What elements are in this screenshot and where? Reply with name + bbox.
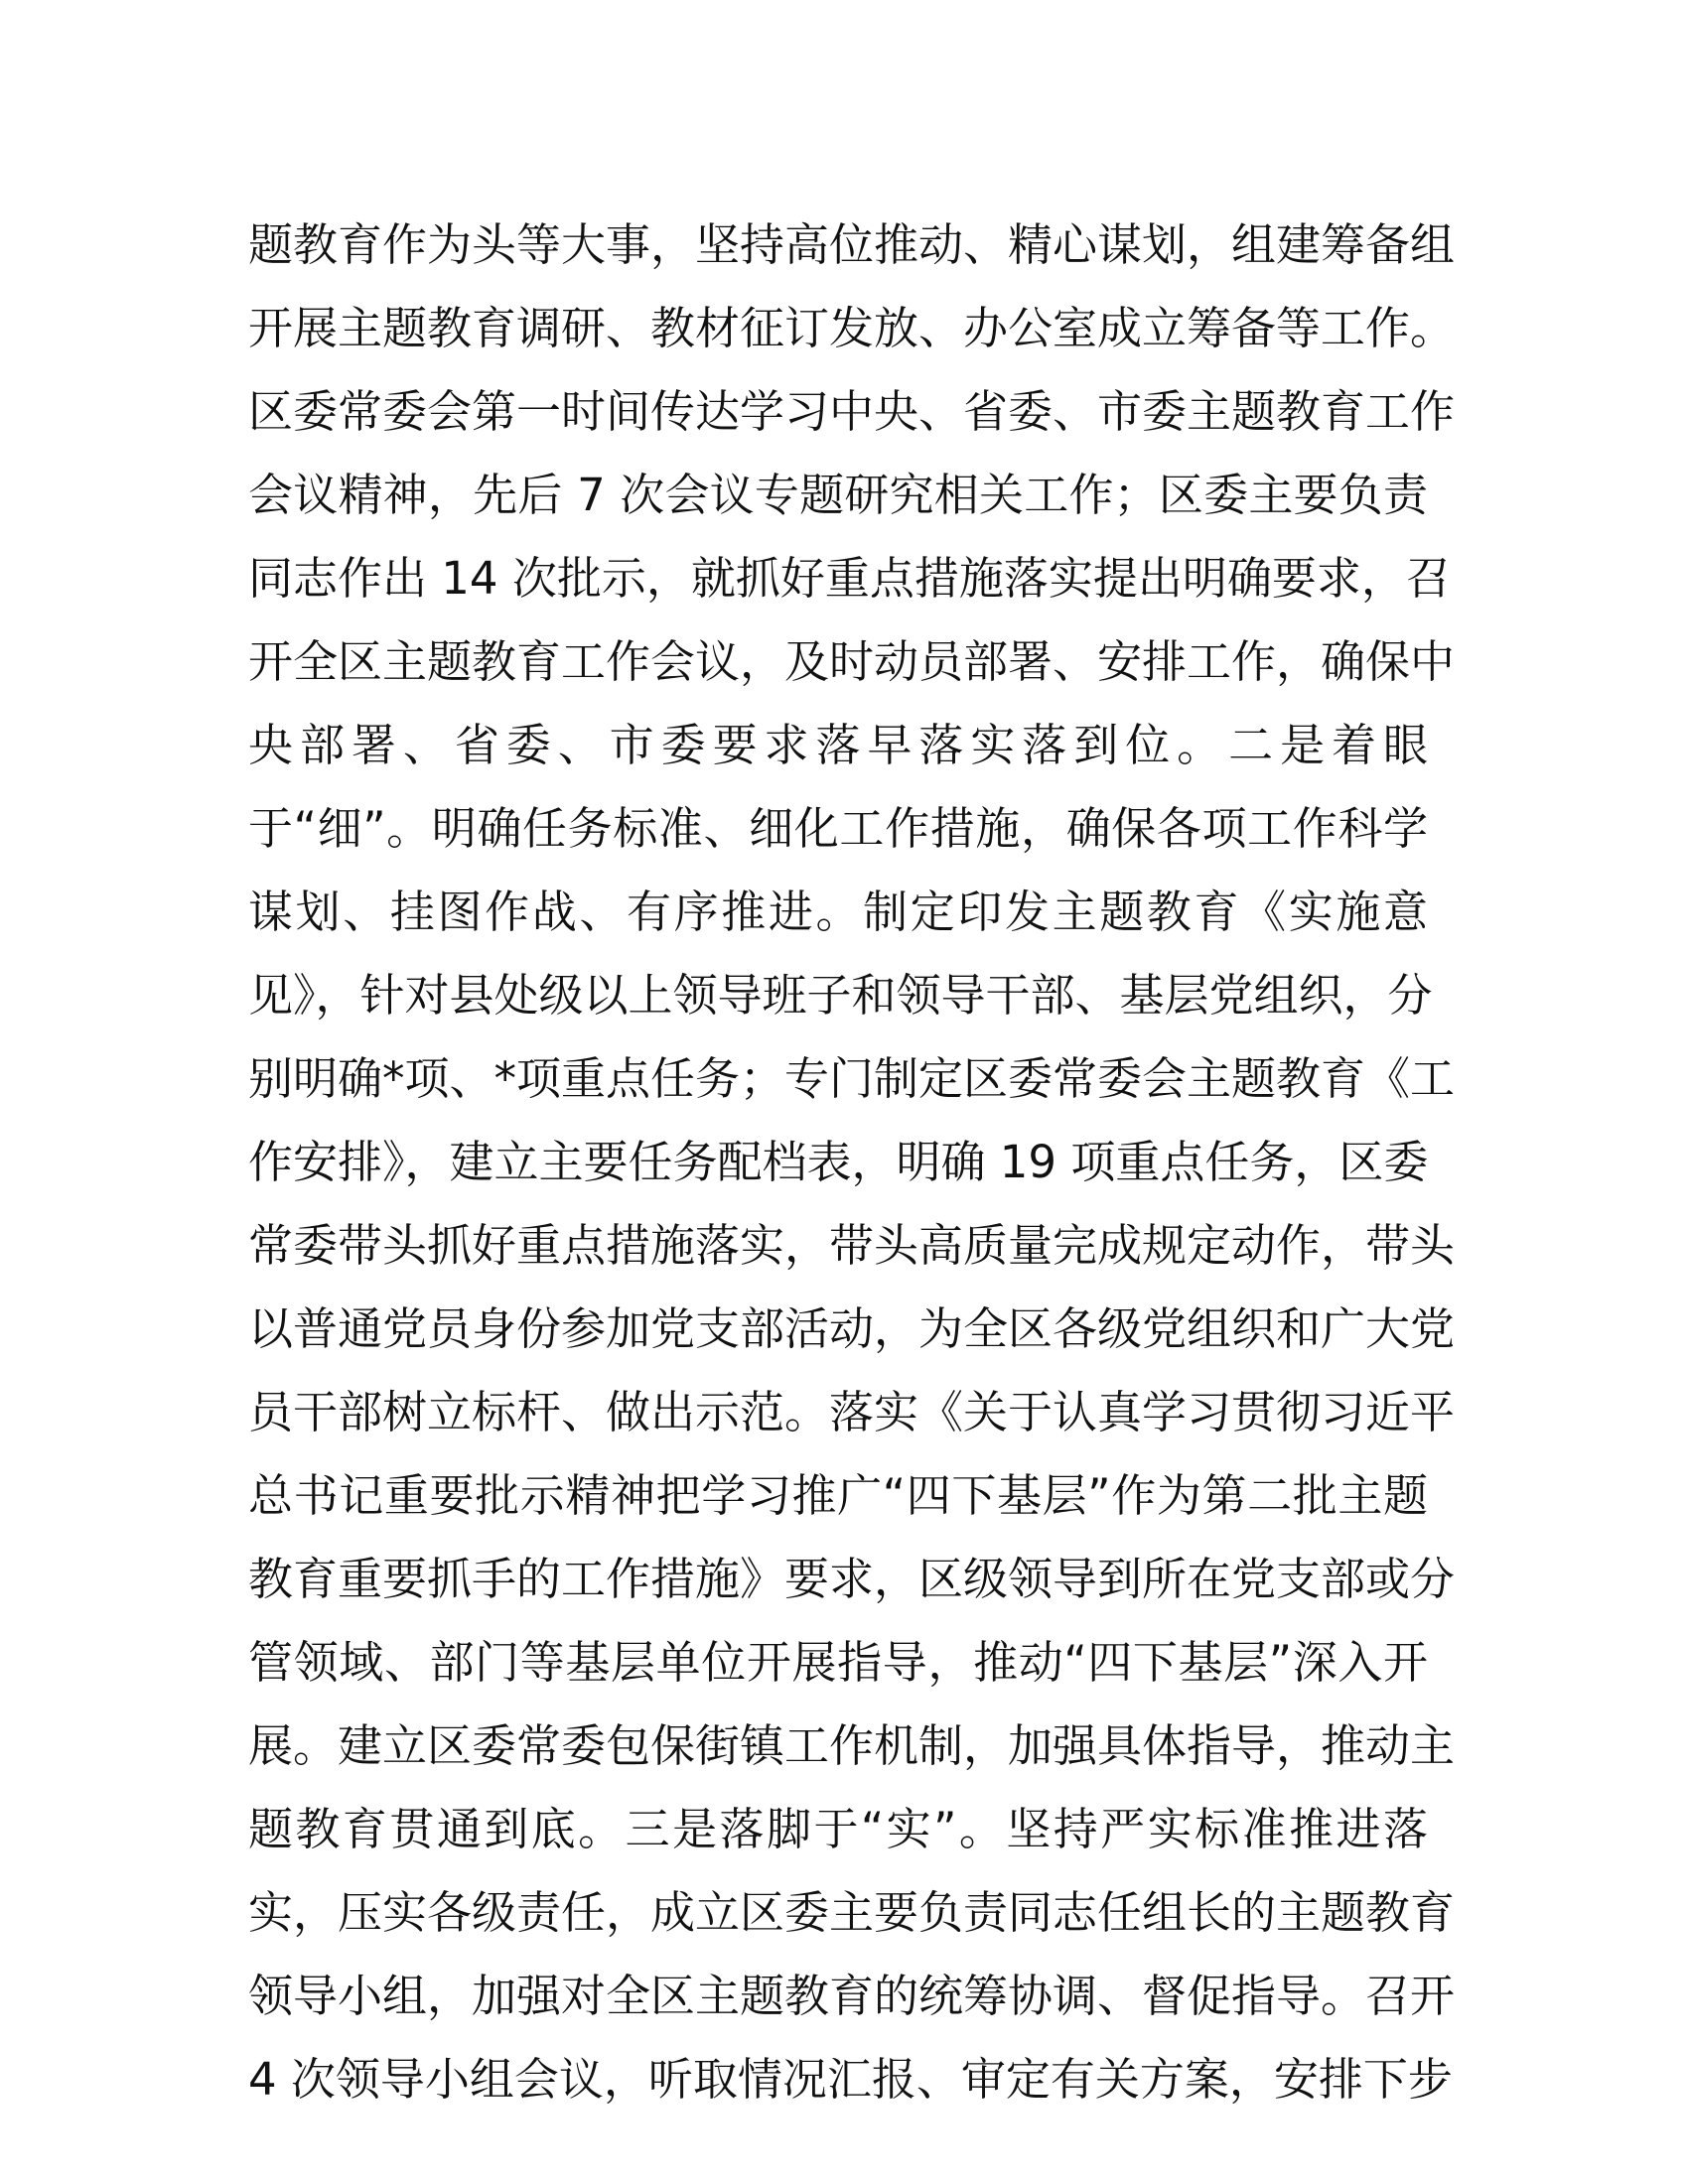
text-line: 实，压实各级责任，成立区委主要负责同志任组长的主题教育 [248, 1886, 1456, 1939]
text-line: 题教育贯通到底。三是落脚于“实”。坚持严实标准推进落 [248, 1803, 1428, 1855]
text-line: 员干部树立标杆、做出示范。落实《关于认真学习贯彻习近平 [248, 1386, 1456, 1438]
text-line: 见》，针对县处级以上领导班子和领导干部、基层党组织，分 [248, 969, 1433, 1022]
text-line: 于“细”。明确任务标准、细化工作措施，确保各项工作科学 [248, 802, 1428, 855]
text-line: 常委带头抓好重点措施落实，带头高质量完成规定动作，带头 [248, 1219, 1456, 1272]
text-line: 别明确*项、*项重点任务；专门制定区委常委会主题教育《工 [248, 1052, 1456, 1105]
text-line: 同志作出 14 次批示，就抓好重点措施落实提出明确要求，召 [248, 552, 1451, 605]
text-line: 管领域、部门等基层单位开展指导，推动“四下基层”深入开 [248, 1636, 1428, 1689]
text-line: 谋划、挂图作战、有序推进。制定印发主题教育《实施意 [248, 886, 1428, 938]
text-line: 开全区主题教育工作会议，及时动员部署、安排工作，确保中 [248, 635, 1456, 688]
text-line: 会议精神，先后 7 次会议专题研究相关工作；区委主要负责 [248, 469, 1428, 521]
text-line: 展。建立区委常委包保街镇工作机制，加强具体指导，推动主 [248, 1719, 1456, 1772]
text-line: 区委常委会第一时间传达学习中央、省委、市委主题教育工作 [248, 385, 1456, 438]
text-line: 领导小组，加强对全区主题教育的统筹协调、督促指导。召开 [248, 1970, 1456, 2022]
text-line: 作安排》，建立主要任务配档表，明确 19 项重点任务，区委 [248, 1136, 1429, 1188]
text-line: 以普通党员身份参加党支部活动，为全区各级党组织和广大党 [248, 1302, 1456, 1355]
text-line: 总书记重要批示精神把学习推广“四下基层”作为第二批主题 [248, 1469, 1428, 1522]
text-line: 央部署、省委、市委要求落早落实落到位。二是着眼 [248, 719, 1428, 771]
text-line: 4 次领导小组会议，听取情况汇报、审定有关方案，安排下步 [248, 2053, 1453, 2106]
text-line: 开展主题教育调研、教材征订发放、办公室成立筹备等工作。 [248, 302, 1456, 354]
text-line: 教育重要抓手的工作措施》要求，区级领导到所在党支部或分 [248, 1553, 1456, 1605]
document-body [248, 204, 1456, 2121]
text-line: 题教育作为头等大事，坚持高位推动、精心谋划，组建筹备组 [248, 218, 1456, 271]
